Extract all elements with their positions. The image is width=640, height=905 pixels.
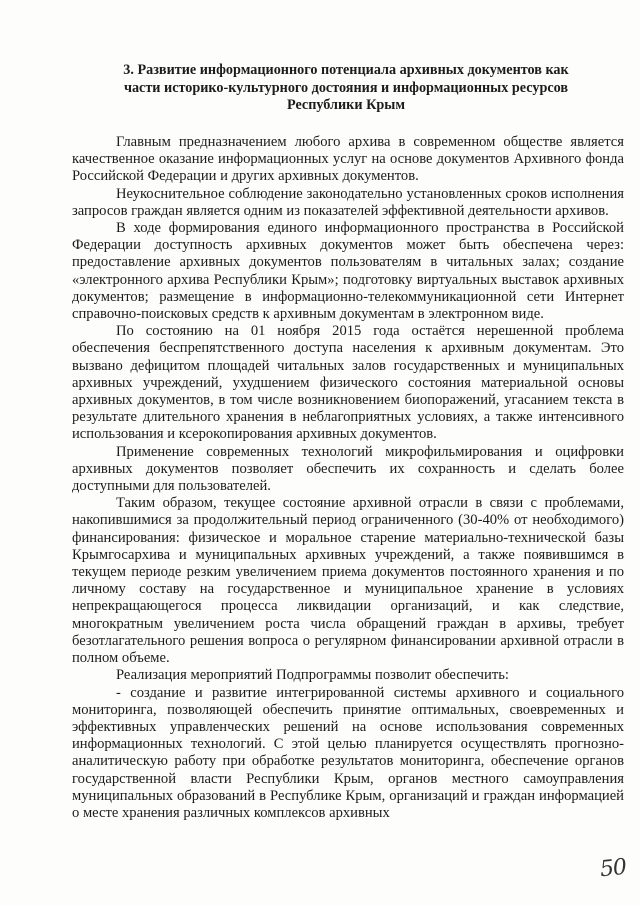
section-heading	[70, 62, 622, 115]
paragraph-conclusion: Таким образом, текущее состояние архивной отрасли в связи с проблемами, накопившимися за продолжительный период ограниченного (30-40% от необходимого) финансирования: физическое и моральное старение материально-технической базы Крымгосархива и муниципальных архивных учреждений, а также появившимся в текущем периоде резким увеличением приема документов постоянного хранения и по личному составу на государственное и муниципальное хранение в условиях непрекращающегося процесса ликвидации организаций, и как следствие, многократным увеличением роста числа обращений граждан в архивы, требует безотлагательного решения вопроса о регулярном финансировании архивной отрасли в полном объеме.	[72, 495, 624, 667]
heading-line-1: 3. Развитие информационного потенциала архивных документов как	[123, 62, 569, 78]
list-item-monitoring: - создание и развитие интегрированной системы архивного и социального мониторинга, позволяющей обеспечить принятие оптимальных, своевременных и эффективных управленческих решений на основе использования современных информационных технологий. С этой целью планируется осуществлять прогнозно-аналитическую работу при обработке результатов мониторинга, обеспечение органов государственной власти Республики Крым, органов местного самоуправления муниципальных образований в Республике Крым, организаций и граждан информацией о месте хранения различных комплексов архивных	[72, 684, 624, 821]
paragraph-implementation: Реализация мероприятий Подпрограммы позволит обеспечить:	[116, 667, 509, 684]
heading-line-3: Республики Крым	[286, 97, 406, 113]
handwritten-page-number: 50	[598, 854, 628, 883]
heading-line-2: части историко-культурного достояния и информационных ресурсов	[123, 79, 569, 96]
paragraph-technologies: Применение современных технологий микрофильмирования и оцифровки архивных документов позволяет обеспечить их сохранность и сделать более доступными для пользователей.	[72, 443, 624, 495]
paragraph-access: В ходе формирования единого информационного пространства в Российской Федерации доступность архивных документов может быть обеспечена через: предоставление архивных документов пользователям в читальных залах; создание «электронного архива Республики Крым»; подготовку виртуальных выставок архивных документов; размещение в информационно-телекоммуникационной сети Интернет справочно-поисковых средств к архивным документам в электронном виде.	[72, 220, 624, 323]
document-body	[72, 134, 624, 822]
paragraph-purpose: Главным предназначением любого архива в современном обществе является качественное оказание информационных услуг на основе документов Архивного фонда Российской Федерации и других архивных документов.	[72, 134, 624, 185]
paragraph-problem: По состоянию на 01 ноября 2015 года остаётся нерешенной проблема обеспечения беспрепятственного доступа населения к архивным документам. Это вызвано дефицитом площадей читальных залов государственных и муниципальных архивных учреждений, ухудшением физического состояния материальной основы архивных документов, в том числе возникновением биопоражений, угасанием текста в результате длительного хранения в неблагоприятных условиях, а также интенсивного использования и ксерокопирования архивных документов.	[72, 323, 624, 443]
paragraph-deadlines: Неукоснительное соблюдение законодательно установленных сроков исполнения запросов граждан является одним из показателей эффективной деятельности архивов.	[72, 185, 624, 219]
